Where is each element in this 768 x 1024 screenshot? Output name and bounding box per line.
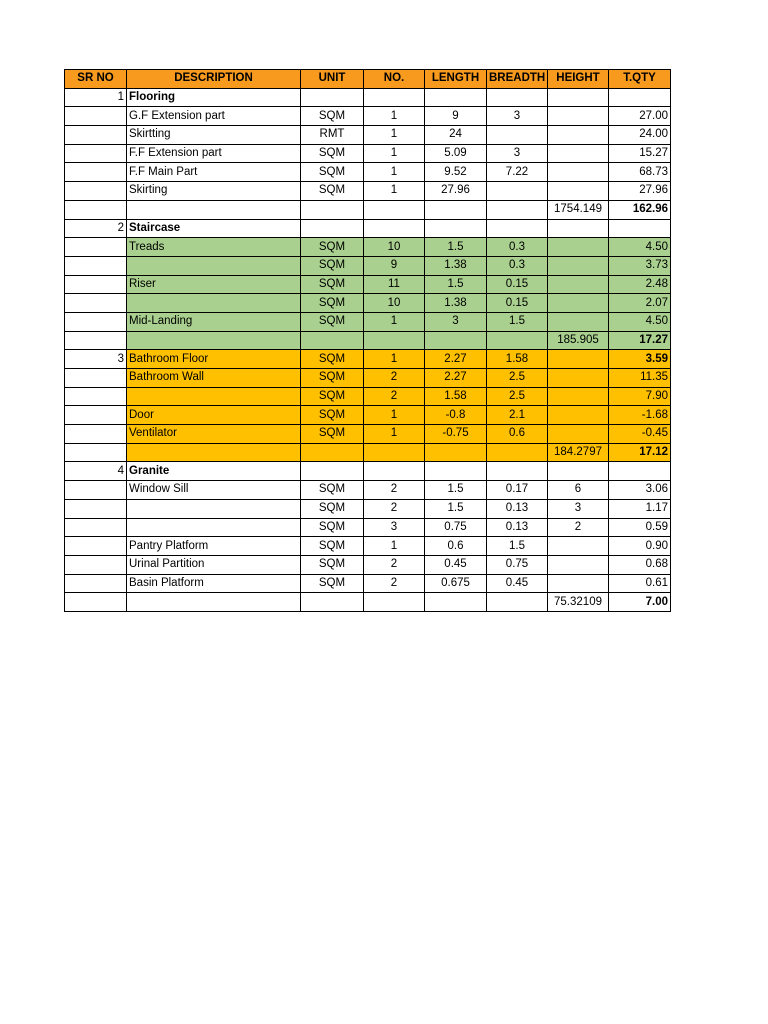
cell-tqty <box>609 88 671 107</box>
cell-height <box>548 294 609 313</box>
cell-height <box>548 219 609 238</box>
cell-length <box>425 219 487 238</box>
cell-height: 184.2797 <box>548 443 609 462</box>
cell-unit <box>301 443 364 462</box>
cell-unit: SQM <box>301 238 364 257</box>
cell-breadth: 2.5 <box>487 369 548 388</box>
cell-unit: SQM <box>301 107 364 126</box>
cell-description: Bathroom Floor <box>127 350 301 369</box>
table-row <box>65 182 671 201</box>
cell-breadth: 3 <box>487 144 548 163</box>
cell-breadth: 0.17 <box>487 481 548 500</box>
cell-length: 24 <box>425 126 487 145</box>
cell-sr-no <box>65 200 127 219</box>
cell-no: 1 <box>364 144 425 163</box>
cell-unit: SQM <box>301 518 364 537</box>
header-height: HEIGHT <box>548 70 609 89</box>
cell-tqty: 24.00 <box>609 126 671 145</box>
header-breadth: BREADTH <box>487 70 548 89</box>
cell-breadth: 0.15 <box>487 294 548 313</box>
cell-description: Door <box>127 406 301 425</box>
cell-no: 9 <box>364 256 425 275</box>
cell-sr-no: 3 <box>65 350 127 369</box>
cell-unit <box>301 88 364 107</box>
cell-unit: SQM <box>301 499 364 518</box>
cell-description: Granite <box>127 462 301 481</box>
cell-tqty: 68.73 <box>609 163 671 182</box>
table-row <box>65 574 671 593</box>
table-row <box>65 593 671 612</box>
table-row <box>65 219 671 238</box>
cell-sr-no <box>65 182 127 201</box>
cell-breadth <box>487 200 548 219</box>
cell-no: 1 <box>364 107 425 126</box>
header-row <box>65 70 671 89</box>
cell-sr-no <box>65 107 127 126</box>
cell-breadth: 0.6 <box>487 425 548 444</box>
cell-height <box>548 425 609 444</box>
cell-length: 27.96 <box>425 182 487 201</box>
cell-breadth <box>487 126 548 145</box>
cell-no <box>364 443 425 462</box>
cell-tqty: 4.50 <box>609 312 671 331</box>
cell-height <box>548 350 609 369</box>
cell-unit <box>301 593 364 612</box>
quantity-table <box>64 69 671 612</box>
cell-breadth: 0.13 <box>487 499 548 518</box>
header-unit: UNIT <box>301 70 364 89</box>
cell-no: 1 <box>364 406 425 425</box>
cell-breadth: 0.45 <box>487 574 548 593</box>
cell-sr-no <box>65 126 127 145</box>
table-row <box>65 144 671 163</box>
cell-unit: SQM <box>301 275 364 294</box>
cell-description <box>127 200 301 219</box>
cell-unit: SQM <box>301 144 364 163</box>
cell-sr-no <box>65 275 127 294</box>
header-length: LENGTH <box>425 70 487 89</box>
cell-tqty: 4.50 <box>609 238 671 257</box>
cell-description: Pantry Platform <box>127 537 301 556</box>
cell-no: 1 <box>364 425 425 444</box>
cell-no: 2 <box>364 574 425 593</box>
cell-breadth: 2.5 <box>487 387 548 406</box>
cell-breadth: 2.1 <box>487 406 548 425</box>
cell-unit: SQM <box>301 387 364 406</box>
cell-unit <box>301 200 364 219</box>
cell-no: 2 <box>364 555 425 574</box>
cell-sr-no <box>65 387 127 406</box>
cell-sr-no <box>65 518 127 537</box>
cell-height <box>548 462 609 481</box>
cell-no: 2 <box>364 481 425 500</box>
cell-unit: SQM <box>301 256 364 275</box>
cell-no: 1 <box>364 350 425 369</box>
cell-description: F.F Main Part <box>127 163 301 182</box>
cell-height: 1754.149 <box>548 200 609 219</box>
cell-sr-no <box>65 406 127 425</box>
cell-tqty: 3.59 <box>609 350 671 369</box>
cell-description: G.F Extension part <box>127 107 301 126</box>
cell-length: 1.38 <box>425 256 487 275</box>
cell-height <box>548 144 609 163</box>
table-row <box>65 200 671 219</box>
cell-tqty: 3.73 <box>609 256 671 275</box>
cell-height <box>548 555 609 574</box>
table-row <box>65 387 671 406</box>
table-row <box>65 256 671 275</box>
header-tqty: T.QTY <box>609 70 671 89</box>
table-row <box>65 481 671 500</box>
cell-no <box>364 219 425 238</box>
table-row <box>65 312 671 331</box>
cell-length <box>425 443 487 462</box>
cell-breadth: 0.13 <box>487 518 548 537</box>
cell-length: 2.27 <box>425 350 487 369</box>
cell-no: 1 <box>364 126 425 145</box>
cell-no: 1 <box>364 537 425 556</box>
cell-tqty: 15.27 <box>609 144 671 163</box>
cell-no: 10 <box>364 294 425 313</box>
cell-length <box>425 200 487 219</box>
cell-tqty: 1.17 <box>609 499 671 518</box>
cell-sr-no <box>65 481 127 500</box>
cell-no <box>364 331 425 350</box>
table-row <box>65 163 671 182</box>
cell-breadth <box>487 462 548 481</box>
cell-unit: SQM <box>301 312 364 331</box>
cell-unit: SQM <box>301 369 364 388</box>
cell-unit: SQM <box>301 425 364 444</box>
cell-breadth <box>487 219 548 238</box>
cell-sr-no <box>65 555 127 574</box>
table-row <box>65 107 671 126</box>
cell-length: -0.8 <box>425 406 487 425</box>
cell-length: 1.5 <box>425 238 487 257</box>
cell-height <box>548 88 609 107</box>
table-row <box>65 443 671 462</box>
cell-length: -0.75 <box>425 425 487 444</box>
cell-no: 1 <box>364 312 425 331</box>
table-row <box>65 238 671 257</box>
cell-tqty: 27.96 <box>609 182 671 201</box>
cell-unit: SQM <box>301 163 364 182</box>
cell-length: 9.52 <box>425 163 487 182</box>
cell-length: 1.58 <box>425 387 487 406</box>
cell-unit <box>301 462 364 481</box>
cell-no: 2 <box>364 499 425 518</box>
cell-no: 2 <box>364 369 425 388</box>
cell-length: 3 <box>425 312 487 331</box>
cell-height <box>548 369 609 388</box>
cell-tqty: 3.06 <box>609 481 671 500</box>
cell-tqty: 17.27 <box>609 331 671 350</box>
cell-breadth <box>487 443 548 462</box>
cell-tqty: 0.61 <box>609 574 671 593</box>
cell-length: 1.5 <box>425 499 487 518</box>
table-row <box>65 126 671 145</box>
cell-sr-no <box>65 312 127 331</box>
cell-sr-no <box>65 425 127 444</box>
cell-breadth: 1.58 <box>487 350 548 369</box>
header-no: NO. <box>364 70 425 89</box>
cell-description <box>127 387 301 406</box>
cell-height <box>548 126 609 145</box>
cell-sr-no <box>65 294 127 313</box>
cell-tqty: 2.48 <box>609 275 671 294</box>
cell-breadth: 7.22 <box>487 163 548 182</box>
cell-no <box>364 88 425 107</box>
cell-description: Treads <box>127 238 301 257</box>
cell-length: 1.5 <box>425 481 487 500</box>
cell-tqty: 11.35 <box>609 369 671 388</box>
cell-unit: SQM <box>301 406 364 425</box>
cell-length <box>425 88 487 107</box>
table-row <box>65 537 671 556</box>
cell-no: 1 <box>364 182 425 201</box>
cell-tqty: 7.00 <box>609 593 671 612</box>
cell-unit: SQM <box>301 350 364 369</box>
table-row <box>65 406 671 425</box>
cell-unit: SQM <box>301 574 364 593</box>
cell-tqty: 0.68 <box>609 555 671 574</box>
cell-sr-no <box>65 593 127 612</box>
cell-sr-no <box>65 499 127 518</box>
cell-no <box>364 593 425 612</box>
cell-breadth: 0.75 <box>487 555 548 574</box>
cell-breadth: 0.3 <box>487 256 548 275</box>
cell-tqty: 2.07 <box>609 294 671 313</box>
cell-height <box>548 387 609 406</box>
cell-height <box>548 406 609 425</box>
cell-height: 2 <box>548 518 609 537</box>
cell-tqty <box>609 462 671 481</box>
cell-tqty: 27.00 <box>609 107 671 126</box>
cell-unit: SQM <box>301 555 364 574</box>
cell-length: 1.38 <box>425 294 487 313</box>
cell-tqty: 0.59 <box>609 518 671 537</box>
table-row <box>65 331 671 350</box>
cell-height <box>548 238 609 257</box>
cell-tqty: 7.90 <box>609 387 671 406</box>
cell-no: 3 <box>364 518 425 537</box>
cell-height <box>548 107 609 126</box>
cell-description: Urinal Partition <box>127 555 301 574</box>
cell-tqty: 162.96 <box>609 200 671 219</box>
cell-description: Window Sill <box>127 481 301 500</box>
cell-length: 0.675 <box>425 574 487 593</box>
cell-height <box>548 163 609 182</box>
cell-tqty: -1.68 <box>609 406 671 425</box>
table-row <box>65 518 671 537</box>
cell-height: 185.905 <box>548 331 609 350</box>
cell-breadth: 0.15 <box>487 275 548 294</box>
cell-no: 10 <box>364 238 425 257</box>
cell-sr-no: 1 <box>65 88 127 107</box>
cell-sr-no <box>65 256 127 275</box>
cell-description: Staircase <box>127 219 301 238</box>
cell-description: Basin Platform <box>127 574 301 593</box>
cell-description: Riser <box>127 275 301 294</box>
header-sr-no: SR NO <box>65 70 127 89</box>
cell-height: 6 <box>548 481 609 500</box>
cell-height <box>548 537 609 556</box>
cell-length: 0.45 <box>425 555 487 574</box>
cell-height <box>548 256 609 275</box>
cell-description: Ventilator <box>127 425 301 444</box>
cell-unit: SQM <box>301 537 364 556</box>
table-row <box>65 425 671 444</box>
table-row <box>65 88 671 107</box>
cell-sr-no <box>65 331 127 350</box>
cell-description <box>127 593 301 612</box>
cell-height <box>548 182 609 201</box>
header-description: DESCRIPTION <box>127 70 301 89</box>
cell-unit: SQM <box>301 481 364 500</box>
cell-sr-no <box>65 144 127 163</box>
table-row <box>65 275 671 294</box>
table-row <box>65 350 671 369</box>
cell-description: Skirtting <box>127 126 301 145</box>
cell-height <box>548 275 609 294</box>
cell-sr-no: 2 <box>65 219 127 238</box>
cell-length <box>425 462 487 481</box>
cell-tqty: 17.12 <box>609 443 671 462</box>
cell-no: 11 <box>364 275 425 294</box>
cell-length: 5.09 <box>425 144 487 163</box>
cell-length: 1.5 <box>425 275 487 294</box>
cell-unit: SQM <box>301 182 364 201</box>
cell-description <box>127 518 301 537</box>
cell-breadth: 1.5 <box>487 537 548 556</box>
cell-sr-no: 4 <box>65 462 127 481</box>
cell-breadth <box>487 88 548 107</box>
cell-height: 3 <box>548 499 609 518</box>
cell-unit <box>301 219 364 238</box>
cell-height <box>548 312 609 331</box>
table-row <box>65 555 671 574</box>
cell-sr-no <box>65 443 127 462</box>
cell-description: F.F Extension part <box>127 144 301 163</box>
cell-breadth: 1.5 <box>487 312 548 331</box>
cell-description: Flooring <box>127 88 301 107</box>
cell-sr-no <box>65 163 127 182</box>
cell-length: 0.6 <box>425 537 487 556</box>
cell-no <box>364 462 425 481</box>
cell-sr-no <box>65 574 127 593</box>
cell-breadth: 3 <box>487 107 548 126</box>
cell-sr-no <box>65 238 127 257</box>
table-row <box>65 499 671 518</box>
cell-breadth: 0.3 <box>487 238 548 257</box>
cell-height: 75.32109 <box>548 593 609 612</box>
cell-description <box>127 331 301 350</box>
table-row <box>65 294 671 313</box>
cell-description: Bathroom Wall <box>127 369 301 388</box>
cell-length: 2.27 <box>425 369 487 388</box>
table-body <box>65 88 671 611</box>
cell-description <box>127 499 301 518</box>
cell-breadth <box>487 593 548 612</box>
cell-unit: SQM <box>301 294 364 313</box>
cell-description <box>127 294 301 313</box>
cell-no: 2 <box>364 387 425 406</box>
cell-description <box>127 256 301 275</box>
cell-description: Skirting <box>127 182 301 201</box>
table-row <box>65 369 671 388</box>
cell-unit <box>301 331 364 350</box>
cell-tqty: -0.45 <box>609 425 671 444</box>
cell-length: 9 <box>425 107 487 126</box>
cell-no <box>364 200 425 219</box>
cell-tqty: 0.90 <box>609 537 671 556</box>
cell-length <box>425 593 487 612</box>
cell-sr-no <box>65 537 127 556</box>
cell-length <box>425 331 487 350</box>
table-row <box>65 462 671 481</box>
cell-sr-no <box>65 369 127 388</box>
cell-unit: RMT <box>301 126 364 145</box>
cell-description <box>127 443 301 462</box>
cell-breadth <box>487 331 548 350</box>
cell-description: Mid-Landing <box>127 312 301 331</box>
cell-height <box>548 574 609 593</box>
cell-tqty <box>609 219 671 238</box>
cell-length: 0.75 <box>425 518 487 537</box>
cell-no: 1 <box>364 163 425 182</box>
cell-breadth <box>487 182 548 201</box>
